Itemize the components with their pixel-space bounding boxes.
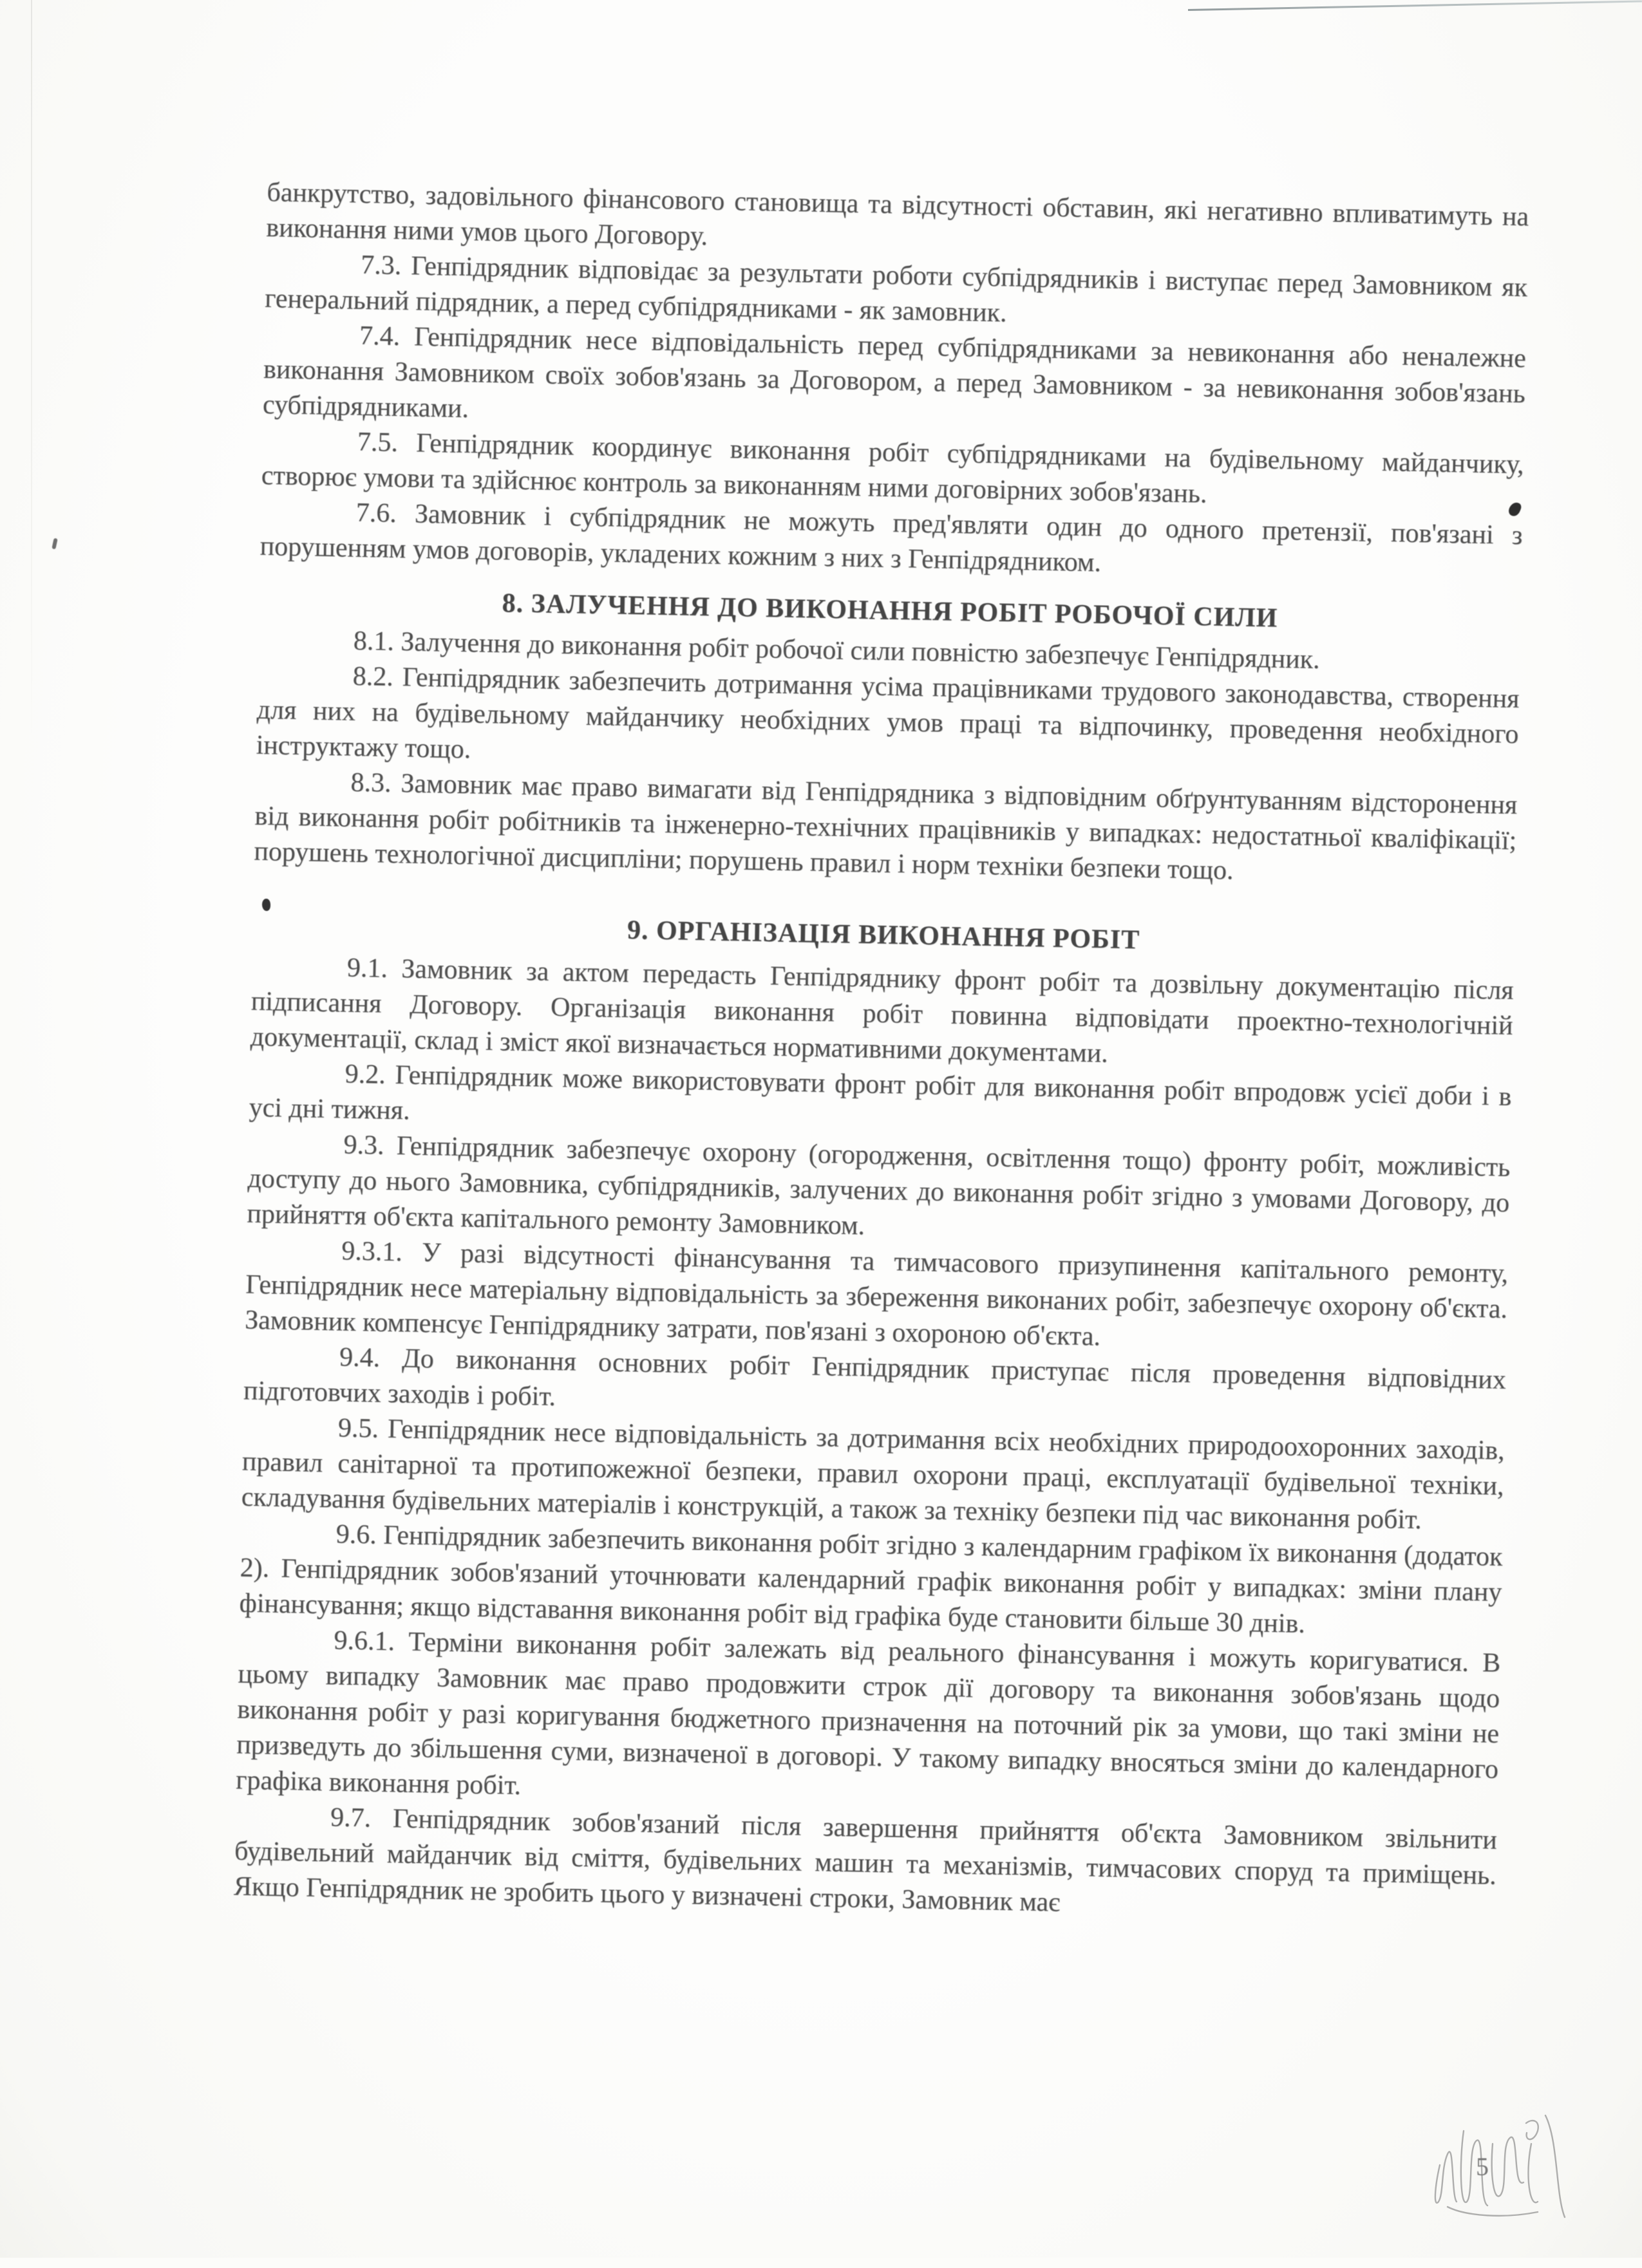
- scan-artifact-left-line: [31, 0, 32, 740]
- contract-paragraph: 9.5. Генпідрядник несе відповідальність за дотримання всіх необхідних природоохоронних заходів, правил санітарної та протипожежної безпеки, правил охорони праці, експлуатації будівельної техніки, складування будівельних матеріалів і конструкцій, а також за техніку безпеки під час виконання робіт.: [241, 1413, 1505, 1535]
- contract-paragraph: 8.2. Генпідрядник забезпечить дотримання усіма працівниками трудового законодавства, створення для них на будівельному майданчику необхідних умов праці та відпочинку, проведення необхідного інструктажу тощо.: [256, 661, 1520, 765]
- contract-paragraph: 7.4. Генпідрядник несе відповідальність перед субпідрядниками за невиконання або неналежне виконання Замовником своїх зобов'язань за Договором, а перед Замовником - за невиконання зобов'язань субпідрядниками.: [262, 321, 1527, 424]
- contract-paragraph: 9.3.1. У разі відсутності фінансування та тимчасового призупинення капітального ремонту, Генпідрядник несе матеріальну відповідальність за збереження виконаних робіт, забезпечує охорону об'єкта. Замовник компенсує Генпідряднику затрати, пов'язані з охороною об'єкта.: [244, 1236, 1509, 1352]
- contract-paragraph: 8.3. Замовник має право вимагати від Генпідрядника з відповідним обґрунтуванням відсторонення від виконання робіт робітників та інженерно-технічних працівників у випадках: недостатньої кваліфікації; порушень технологічної дисципліни; порушень правил і норм техніки безпеки тощо.: [254, 767, 1518, 886]
- contract-paragraph: 8.1. Залучення до виконання робіт робочої сили повністю забезпечує Генпідрядник.: [353, 626, 1321, 675]
- contract-paragraph: 9.6. Генпідрядник забезпечить виконання робіт згідно з календарним графіком їх виконання (додаток 2). Генпідрядник зобов'язаний уточнювати календарний графік виконання робіт у випадках: зміни плану фінансування; якщо відставання виконання робіт від графіка буде становити більше 30 днів.: [239, 1519, 1503, 1639]
- contract-paragraph: 9.7. Генпідрядник зобов'язаний після завершення прийняття об'єкта Замовником звільнити будівельний майданчик від сміття, будівельних машин та механізмів, тимчасових споруд та приміщень. Якщо Генпідрядник не зробить цього у визначені строки, Замовник має: [233, 1803, 1498, 1918]
- contract-paragraph: 9.1. Замовник за актом передасть Генпідряднику фронт робіт та дозвільну документацію після підписання Договору. Організація виконання робіт повинна відповідати проектно-технологічній документації, склад і зміст якої визначається нормативними документами.: [250, 953, 1515, 1069]
- contract-text-block: [233, 175, 1529, 1929]
- contract-paragraph: 9.6.1. Терміни виконання робіт залежать від реального фінансування і можуть коригуватися. В цьому випадку Замовник має право продовжити строк дії договору та виконання зобов'язань щодо виконання робіт у разі коригування бюджетного призначення на поточний рік за умови, що такі зміни не призведуть до збільшення суми, визначеної в договорі. У такому випадку вносяться зміни до календарного графіка виконання робіт.: [235, 1626, 1501, 1801]
- scan-artifact-speck: [52, 538, 57, 550]
- signature-scribble: [1428, 2104, 1583, 2242]
- contract-paragraph: 7.6. Замовник і субпідрядник не можуть пред'являти один до одного претензії, пов'язані з порушенням умов договорів, укладених кожним з них з Генпідрядником.: [260, 498, 1523, 578]
- contract-paragraph: 7.3. Генпідрядник відповідає за результати роботи субпідрядників і виступає перед Замовником як генеральний підрядник, а перед субпідрядниками - як замовник.: [264, 250, 1528, 328]
- scan-artifact-top-line: [1188, 0, 1642, 11]
- section-heading: 8. ЗАЛУЧЕННЯ ДО ВИКОНАННЯ РОБІТ РОБОЧОЇ СИЛИ: [502, 588, 1278, 633]
- page-number: 5: [1476, 2152, 1489, 2181]
- contract-paragraph: 9.4. До виконання основних робіт Генпідрядник приступає після проведення відповідних підготовчих заходів і робіт.: [243, 1342, 1507, 1412]
- section-heading: 9. ОРГАНІЗАЦІЯ ВИКОНАННЯ РОБІТ: [627, 915, 1140, 955]
- contract-paragraph: 9.3. Генпідрядник забезпечує охорону (огородження, освітлення тощо) фронту робіт, можливість доступу до нього Замовника, субпідрядників, залучених до виконання робіт згідно з умовами Договору, до прийняття об'єкта капітального ремонту Замовником.: [247, 1130, 1511, 1241]
- contract-paragraph: 7.5. Генпідрядник координує виконання робіт субпідрядниками на будівельному майданчику, створює умови та здійснює контроль за виконанням ними договірних зобов'язань.: [261, 427, 1525, 509]
- contract-paragraph: банкрутство, задовільного фінансового становища та відсутності обставин, які негативно впливатимуть на виконання ними умов цього Договору.: [265, 177, 1529, 252]
- contract-paragraph: 9.2. Генпідрядник може використовувати фронт робіт для виконання робіт впродовж усієї доби і в усі дні тижня.: [249, 1059, 1512, 1126]
